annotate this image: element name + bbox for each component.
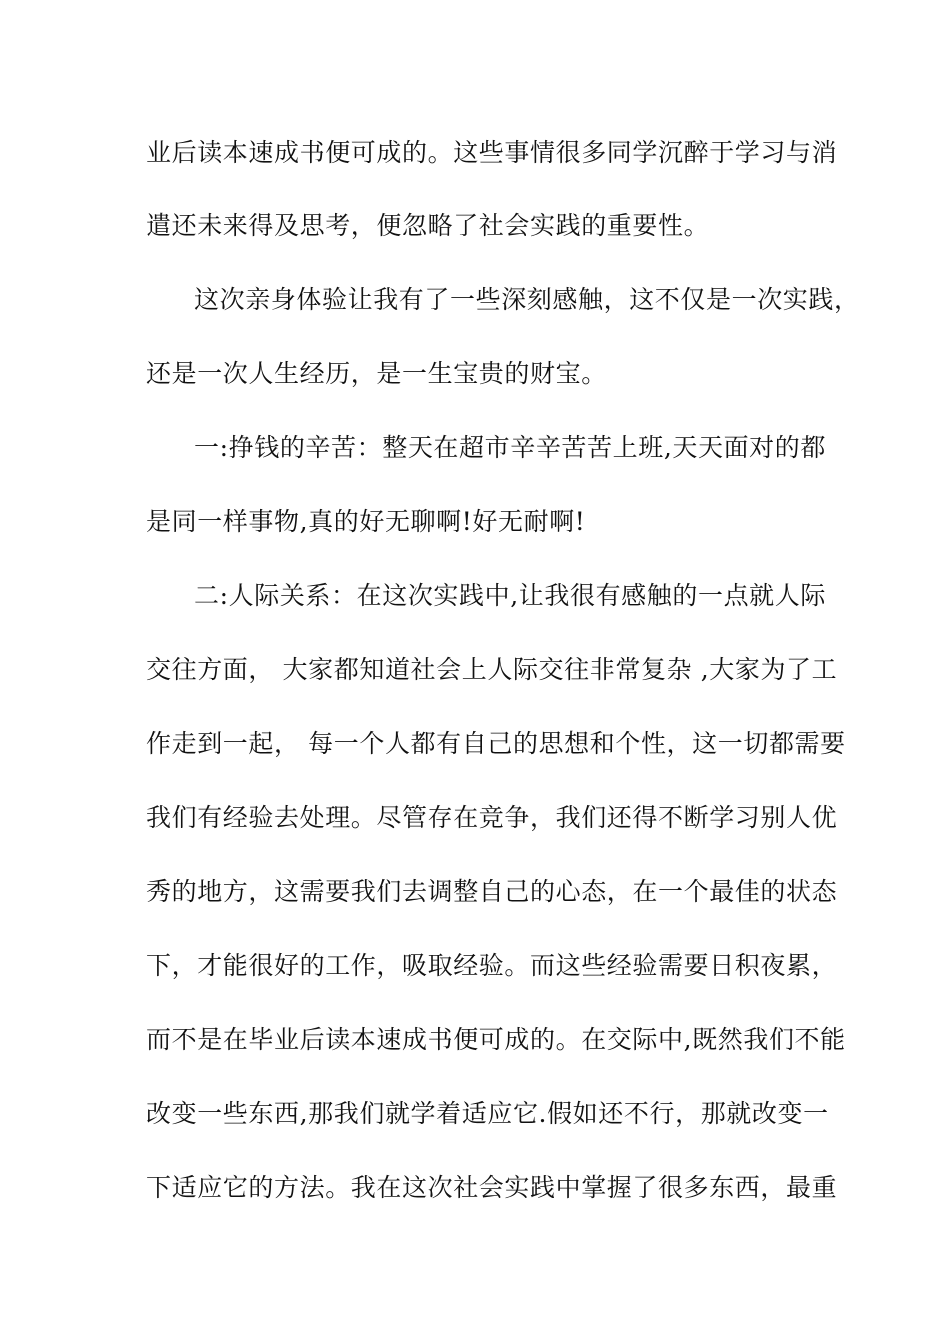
text-line: 还是一次人生经历，是一生宝贵的财宝。 (146, 359, 607, 388)
text-line: 交往方面， 大家都知道社会上人际交往非常复杂 ,大家为了工 (146, 655, 838, 684)
text-line: 我们有经验去处理。尽管存在竞争，我们还得不断学习别人优 (146, 803, 838, 832)
paragraph-first-line: 这次亲身体验让我有了一些深刻感触，这不仅是一次实践， (194, 285, 860, 314)
text-line: 改变一些东西,那我们就学着适应它.假如还不行，那就改变一 (146, 1099, 829, 1128)
paragraph-first-line: 一:挣钱的辛苦：整天在超市辛辛苦苦上班,天天面对的都 (194, 433, 826, 462)
text-line: 是同一样事物,真的好无聊啊!好无耐啊! (146, 507, 586, 536)
text-line: 下适应它的方法。我在这次社会实践中掌握了很多东西，最重 (146, 1173, 838, 1202)
paragraph-first-line: 二:人际关系：在这次实践中,让我很有感触的一点就人际 (194, 581, 826, 610)
text-line: 遣还未来得及思考，便忽略了社会实践的重要性。 (146, 211, 710, 240)
text-line: 业后读本速成书便可成的。这些事情很多同学沉醉于学习与消 (146, 138, 838, 167)
text-line: 作走到一起， 每一个人都有自己的思想和个性，这一切都需要 (146, 729, 846, 758)
text-line: 秀的地方，这需要我们去调整自己的心态，在一个最佳的状态 (146, 877, 838, 906)
text-line: 下，才能很好的工作，吸取经验。而这些经验需要日积夜累， (146, 951, 838, 980)
text-line: 而不是在毕业后读本速成书便可成的。在交际中,既然我们不能 (146, 1025, 846, 1054)
